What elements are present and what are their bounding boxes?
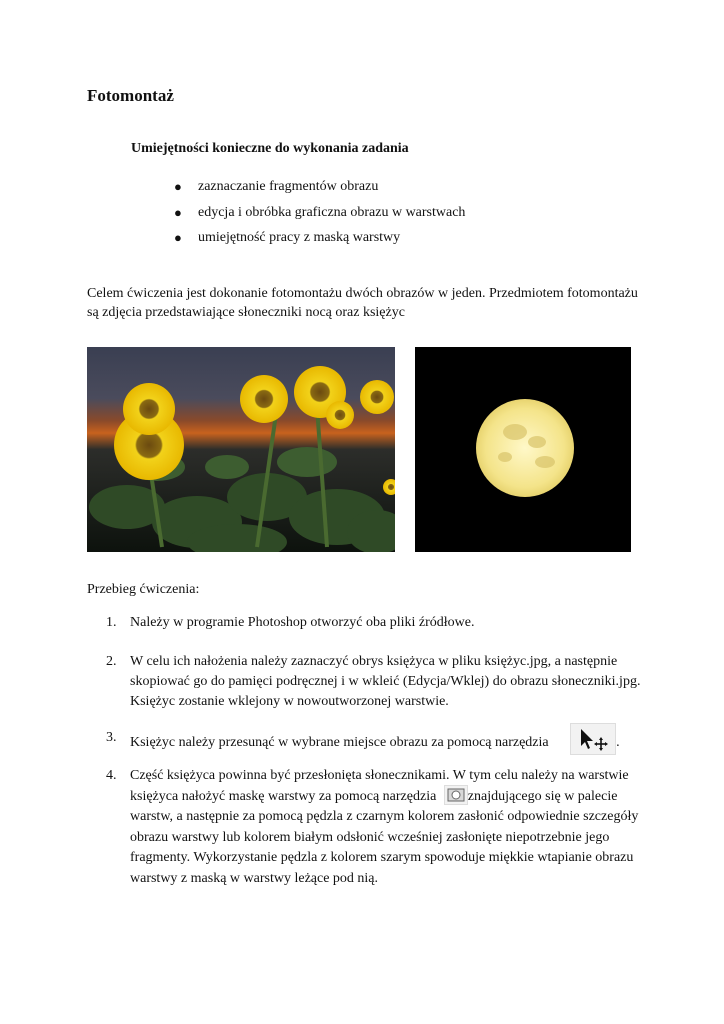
intro-paragraph: Celem ćwiczenia jest dokonanie fotomontażu dwóch obrazów w jeden. Przedmiotem fotomontażu są zdjęcia przedstawiające słoneczniki nocą oraz księżyc: [87, 286, 638, 320]
list-item: ● edycja i obróbka graficzna obrazu w warstwach: [174, 205, 465, 231]
bullet-icon: ●: [174, 204, 182, 220]
sunflowers-image: [87, 347, 395, 552]
bullet-icon: ●: [174, 230, 182, 245]
bullet-icon: ●: [174, 179, 182, 194]
procedure-title: Przebieg ćwiczenia:: [87, 582, 200, 597]
skills-list: [174, 179, 465, 256]
document-title: Fotomontaż: [87, 86, 174, 105]
list-item: 4. Część księżyca powinna być przesłonięta słonecznikami. W tym celu należy na warstwie księżyca nałożyć maskę warstwy za pomocą narzędzia znajdującego się w palecie warstw, a następnie za pomocą pędzla z czarnym kolorem zasłonić odpowiednie szczegóły obrazu warstwy lub kolorem białym odsłonić wcześniej zasłonięte niepotrzebnie jego fragmenty. Wykorzystanie pędzla z kolorem szarym spowoduje miękkie wtapianie obrazu warstwy z maską w warstwy leżące pod nią.: [106, 768, 639, 886]
move-tool-icon: [570, 723, 616, 755]
list-item: 1. Należy w programie Photoshop otworzyć oba pliki źródłowe.: [106, 615, 475, 630]
layer-mask-icon: [444, 785, 468, 805]
section-subtitle: Umiejętności konieczne do wykonania zadania: [131, 141, 409, 156]
list-item: 3. Księżyc należy przesunąć w wybrane miejsce obrazu za pomocą narzędzia .: [106, 727, 646, 759]
moon-image: [415, 347, 631, 552]
list-item: 2. W celu ich nałożenia należy zaznaczyć obrys księżyca w pliku księżyc.jpg, a następnie skopiować go do pamięci podręcznej i w wkleić (Edycja/Wklej) do obrazu słoneczniki.jpg. Księżyc zostanie wklejony w nowoutworzonej warstwie.: [106, 654, 641, 709]
list-item: ● zaznaczanie fragmentów obrazu: [174, 179, 465, 205]
list-item: ● umiejętność pracy z maską warstwy: [174, 230, 465, 256]
